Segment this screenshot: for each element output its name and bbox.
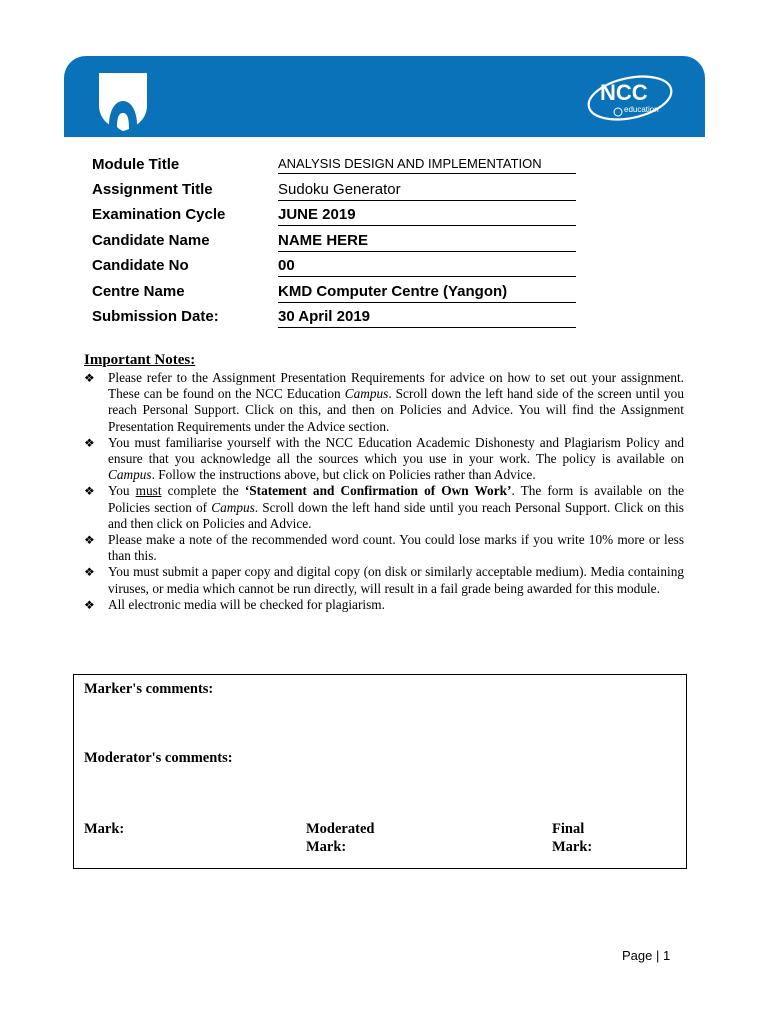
module-title-label: Module Title xyxy=(92,156,180,173)
marker-comments-label: Marker's comments: xyxy=(84,681,214,697)
submission-date-label: Submission Date: xyxy=(92,308,219,325)
moderator-comments-label: Moderator's comments: xyxy=(84,750,233,766)
examination-cycle-label: Examination Cycle xyxy=(92,206,226,223)
candidate-no-value: 00 xyxy=(278,257,576,277)
bullet-icon: ❖ xyxy=(84,484,95,499)
centre-name-value: KMD Computer Centre (Yangon) xyxy=(278,283,576,303)
final-mark-label: Mark: xyxy=(552,839,593,855)
moderated-label: Moderated xyxy=(306,821,375,837)
assignment-title-label: Assignment Title xyxy=(92,181,213,198)
bullet-icon: ❖ xyxy=(84,371,95,385)
ncc-education-logo xyxy=(584,70,676,126)
candidate-name-value: NAME HERE xyxy=(278,232,576,252)
bullet-icon: ❖ xyxy=(84,597,95,612)
note-item: ❖ You must submit a paper copy and digital copy (on disk or similarly acceptable medium). Media containing viruses, or media which cannot be run directly, will result in a fail grade being awarded for this module. xyxy=(84,564,684,596)
important-notes-list xyxy=(84,370,684,613)
mark-label: Mark: xyxy=(84,821,125,837)
note-item: ❖ You must complete the ‘Statement and Confirmation of Own Work’. The form is available on the Policies section of Campus. Scroll down the left hand side until you reach Personal Support. Click on this and then click on Policies and Advice. xyxy=(84,483,685,531)
comments-box xyxy=(73,674,687,869)
header-band xyxy=(64,56,705,137)
note-item: ❖ Please refer to the Assignment Presentation Requirements for advice on how to set out your assignment. These can be found on the NCC Education Campus. Scroll down the left hand side of the screen until you reach Personal Support. Click on this, and then on Policies and Advice. You will find the Assignment Presentation Requirements under the Advice section. xyxy=(84,370,684,434)
bullet-icon: ❖ xyxy=(84,435,95,450)
institution-crest-icon xyxy=(97,71,149,133)
bullet-icon: ❖ xyxy=(84,565,95,580)
assignment-title-value: Sudoku Generator xyxy=(278,181,576,201)
centre-name-label: Centre Name xyxy=(92,283,185,300)
examination-cycle-value: JUNE 2019 xyxy=(278,206,576,226)
submission-date-value: 30 April 2019 xyxy=(278,308,576,328)
note-item: ❖ You must familiarise yourself with the NCC Education Academic Dishonesty and Plagiarism Policy and ensure that you acknowledge all the sources which you use in your work. The policy is available on Campus. Follow the instructions above, but click on Policies rather than Advice. xyxy=(84,434,684,483)
candidate-no-label: Candidate No xyxy=(92,257,189,274)
final-label: Final xyxy=(552,821,585,837)
ncc-logo-subtext: education xyxy=(624,105,659,114)
important-notes-heading: Important Notes: xyxy=(84,352,196,368)
module-title-value: ANALYSIS DESIGN AND IMPLEMENTATION xyxy=(278,156,576,174)
note-item: ❖ All electronic media will be checked for plagiarism. xyxy=(84,596,385,612)
candidate-name-label: Candidate Name xyxy=(92,232,210,249)
ncc-logo-text: NCC xyxy=(600,80,648,105)
moderated-mark-label: Mark: xyxy=(306,839,347,855)
note-item: ❖ Please make a note of the recommended word count. You could lose marks if you write 10% more or less than this. xyxy=(84,532,684,564)
page-number: Page | 1 xyxy=(622,948,671,963)
bullet-icon: ❖ xyxy=(84,533,95,548)
